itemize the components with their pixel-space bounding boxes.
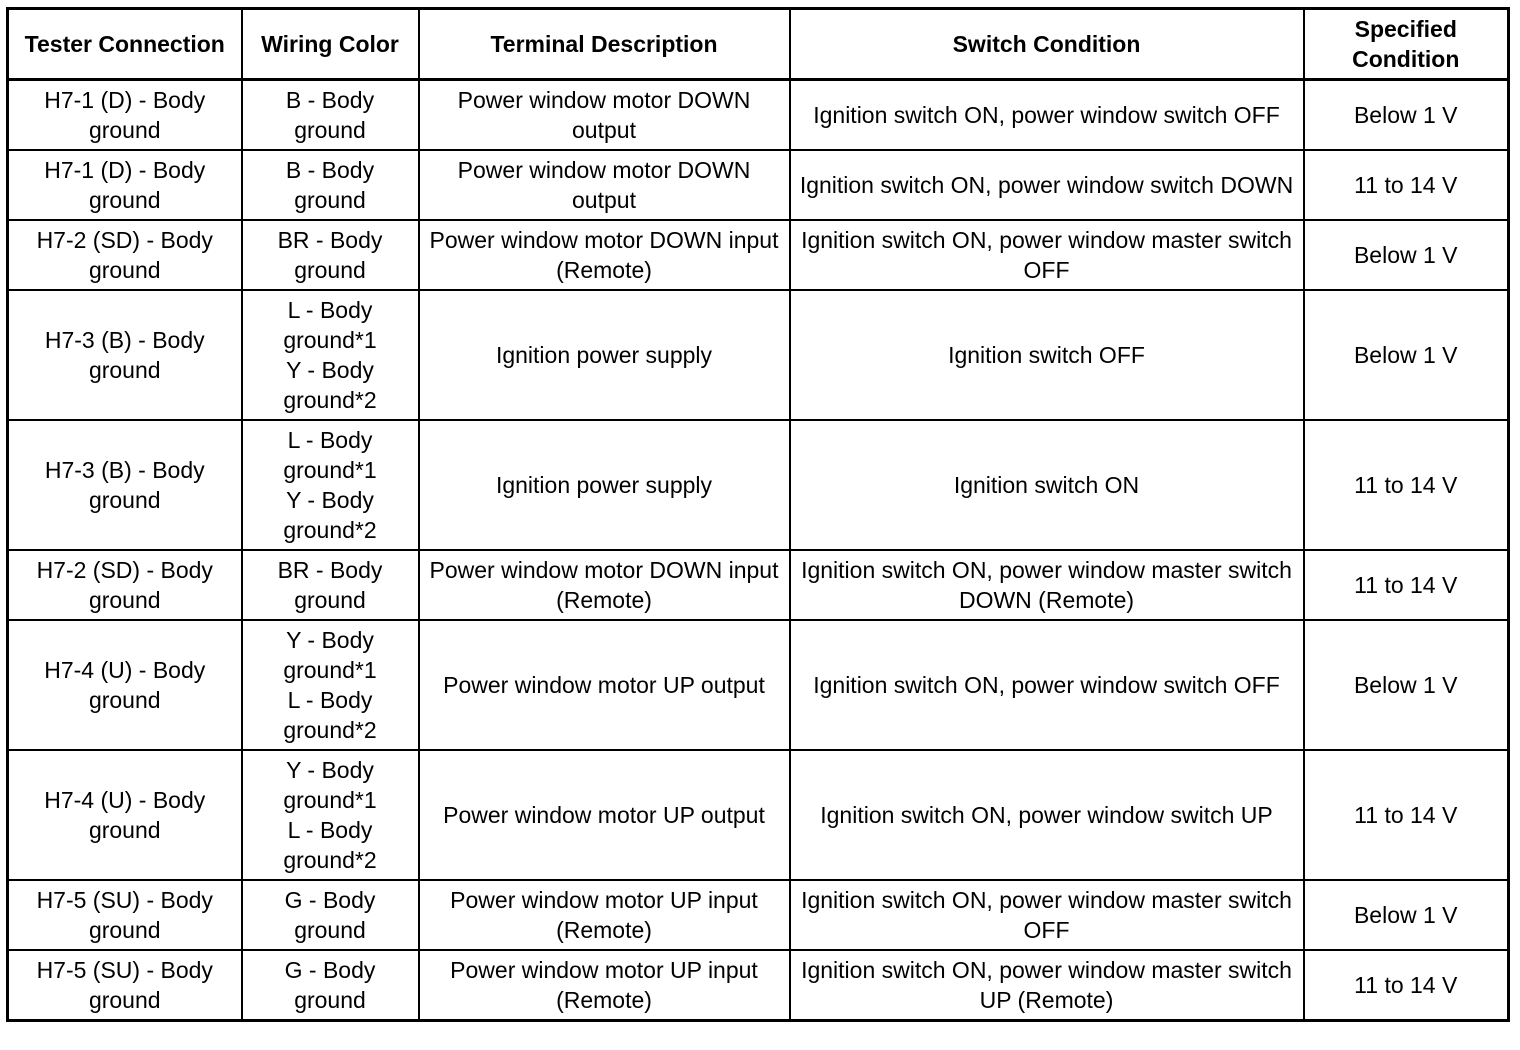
- tester-connection-cell: H7-4 (U) - Body ground: [8, 620, 242, 750]
- wiring-color-line: L - Body ground*2: [283, 687, 377, 743]
- terminal-description-cell: Power window motor UP output: [419, 750, 790, 880]
- tester-connection-cell: H7-1 (D) - Body ground: [8, 80, 242, 151]
- table-row: [8, 880, 1509, 950]
- table-row: [8, 420, 1509, 550]
- table-row: [8, 80, 1509, 151]
- tester-connection-cell: H7-3 (B) - Body ground: [8, 420, 242, 550]
- specified-condition-cell: Below 1 V: [1304, 290, 1509, 420]
- wiring-color-line: L - Body ground*2: [283, 817, 377, 873]
- switch-condition-cell: Ignition switch ON, power window switch OFF: [790, 620, 1304, 750]
- tester-connection-cell: H7-2 (SD) - Body ground: [8, 550, 242, 620]
- wiring-color-cell: [242, 550, 419, 620]
- switch-condition-cell: Ignition switch ON, power window switch UP: [790, 750, 1304, 880]
- wiring-color-line: BR - Body ground: [277, 557, 383, 613]
- terminal-description-cell: Ignition power supply: [419, 420, 790, 550]
- tester-connection-cell: H7-1 (D) - Body ground: [8, 150, 242, 220]
- specified-condition-cell: Below 1 V: [1304, 620, 1509, 750]
- table-row: [8, 620, 1509, 750]
- switch-condition-cell: Ignition switch ON, power window master switch OFF: [790, 220, 1304, 290]
- terminal-description-cell: Power window motor UP input (Remote): [419, 950, 790, 1021]
- switch-condition-cell: Ignition switch ON, power window master switch DOWN (Remote): [790, 550, 1304, 620]
- wiring-color-line: Y - Body ground*2: [283, 487, 377, 543]
- wiring-color-line: L - Body ground*1: [283, 427, 377, 483]
- specified-condition-cell: Below 1 V: [1304, 880, 1509, 950]
- wiring-color-cell: [242, 950, 419, 1021]
- wiring-color-cell: [242, 290, 419, 420]
- terminal-description-cell: Power window motor DOWN output: [419, 80, 790, 151]
- wiring-color-line: G - Body ground: [284, 957, 376, 1013]
- specified-condition-cell: 11 to 14 V: [1304, 420, 1509, 550]
- table-row: [8, 220, 1509, 290]
- specified-condition-cell: 11 to 14 V: [1304, 750, 1509, 880]
- header-switch-condition: Switch Condition: [790, 9, 1304, 80]
- tester-connection-cell: H7-5 (SU) - Body ground: [8, 950, 242, 1021]
- specification-table: [6, 7, 1510, 1022]
- switch-condition-cell: Ignition switch ON, power window switch DOWN: [790, 150, 1304, 220]
- wiring-color-cell: [242, 220, 419, 290]
- specified-condition-cell: Below 1 V: [1304, 220, 1509, 290]
- header-specified-condition: Specified Condition: [1304, 9, 1509, 80]
- switch-condition-cell: Ignition switch ON, power window master switch OFF: [790, 880, 1304, 950]
- terminal-description-cell: Power window motor UP input (Remote): [419, 880, 790, 950]
- table-row: [8, 950, 1509, 1021]
- terminal-description-cell: Power window motor DOWN input (Remote): [419, 220, 790, 290]
- wiring-color-line: Y - Body ground*1: [283, 757, 377, 813]
- table-row: [8, 750, 1509, 880]
- wiring-color-cell: [242, 150, 419, 220]
- table-row: [8, 290, 1509, 420]
- specified-condition-cell: Below 1 V: [1304, 80, 1509, 151]
- specified-condition-cell: 11 to 14 V: [1304, 150, 1509, 220]
- wiring-color-line: L - Body ground*1: [283, 297, 377, 353]
- wiring-color-line: BR - Body ground: [277, 227, 383, 283]
- header-terminal-description: Terminal Description: [419, 9, 790, 80]
- tester-connection-cell: H7-2 (SD) - Body ground: [8, 220, 242, 290]
- terminal-description-cell: Power window motor DOWN output: [419, 150, 790, 220]
- wiring-color-cell: [242, 420, 419, 550]
- wiring-color-line: Y - Body ground*2: [283, 357, 377, 413]
- terminal-description-cell: Ignition power supply: [419, 290, 790, 420]
- wiring-color-cell: [242, 750, 419, 880]
- table-row: [8, 150, 1509, 220]
- tester-connection-cell: H7-5 (SU) - Body ground: [8, 880, 242, 950]
- wiring-color-line: B - Body ground: [285, 157, 375, 213]
- specified-condition-cell: 11 to 14 V: [1304, 550, 1509, 620]
- table-row: [8, 550, 1509, 620]
- terminal-description-cell: Power window motor UP output: [419, 620, 790, 750]
- wiring-color-cell: [242, 80, 419, 151]
- table-body: [8, 80, 1509, 1021]
- tester-connection-cell: H7-4 (U) - Body ground: [8, 750, 242, 880]
- wiring-color-line: B - Body ground: [285, 87, 375, 143]
- specified-condition-cell: 11 to 14 V: [1304, 950, 1509, 1021]
- wiring-color-cell: [242, 620, 419, 750]
- switch-condition-cell: Ignition switch OFF: [790, 290, 1304, 420]
- wiring-color-cell: [242, 880, 419, 950]
- switch-condition-cell: Ignition switch ON, power window switch OFF: [790, 80, 1304, 151]
- header-row: [8, 9, 1509, 80]
- switch-condition-cell: Ignition switch ON: [790, 420, 1304, 550]
- wiring-color-line: Y - Body ground*1: [283, 627, 377, 683]
- switch-condition-cell: Ignition switch ON, power window master switch UP (Remote): [790, 950, 1304, 1021]
- header-tester-connection: Tester Connection: [8, 9, 242, 80]
- header-wiring-color: Wiring Color: [242, 9, 419, 80]
- terminal-description-cell: Power window motor DOWN input (Remote): [419, 550, 790, 620]
- wiring-color-line: G - Body ground: [284, 887, 376, 943]
- tester-connection-cell: H7-3 (B) - Body ground: [8, 290, 242, 420]
